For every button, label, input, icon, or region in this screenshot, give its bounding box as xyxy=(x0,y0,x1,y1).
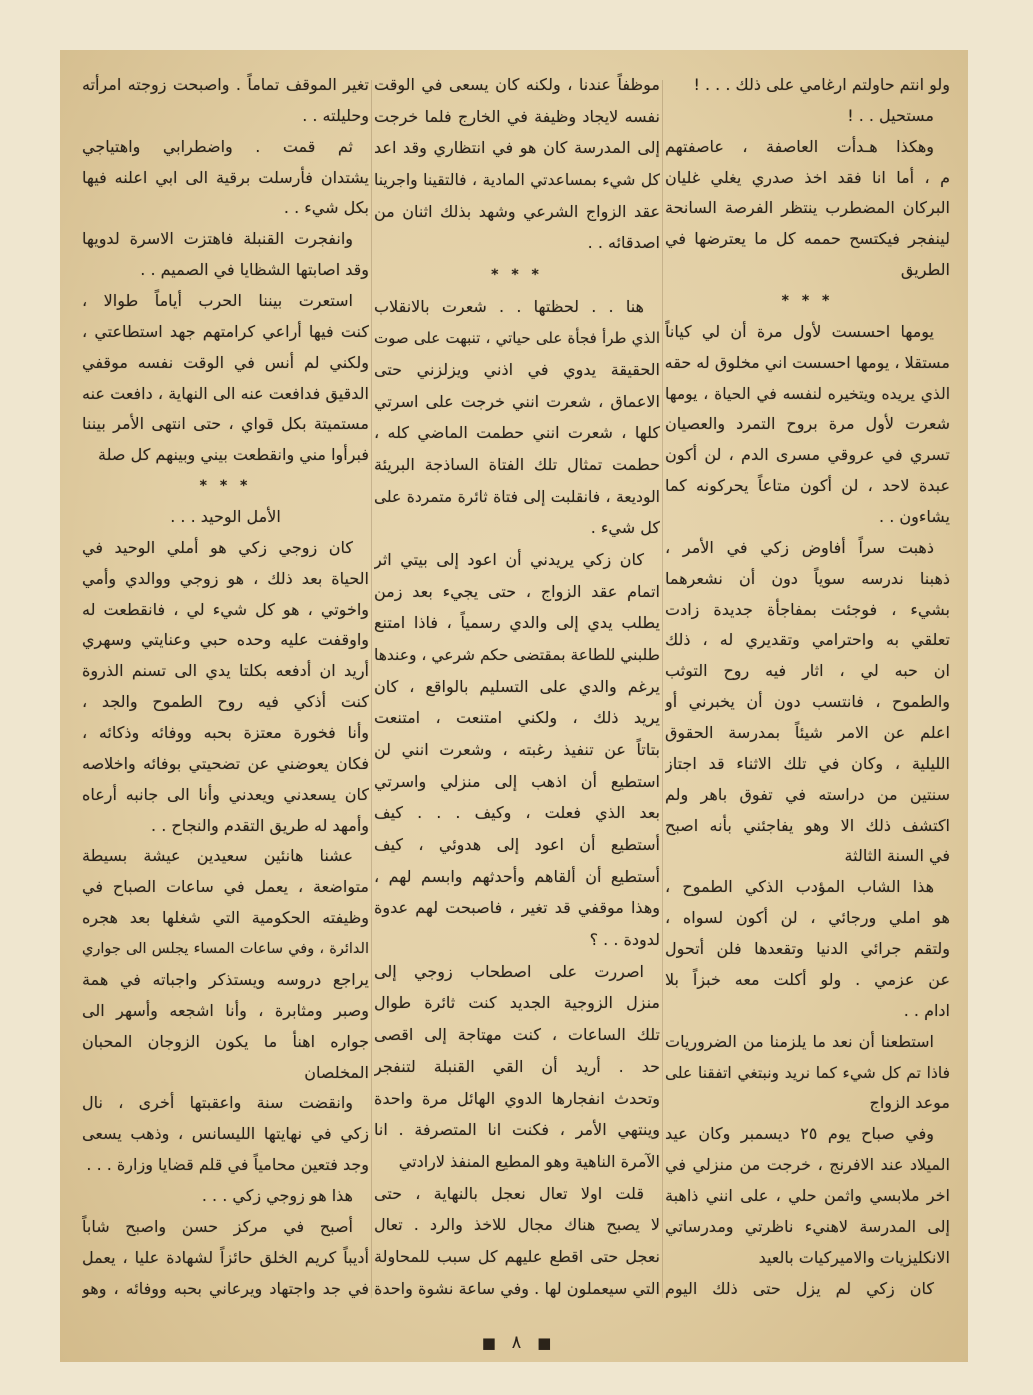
text-line: البركان المضطرب ينتظر الفرصة السانحة xyxy=(665,198,950,218)
text-line: هذا الشاب المؤدب الذكي الطموح ، xyxy=(665,877,934,897)
page-number xyxy=(0,1330,1033,1356)
text-line: سنتين من دراسته في تفوق باهر ولم xyxy=(665,784,950,804)
text-line: فاذا تم كل شيء كما نريد ونبتغي اتفقنا على xyxy=(665,1063,950,1082)
text-line: تسري في عروقي مسرى الدم ، لن أكون xyxy=(665,445,950,465)
text-line: فبرأوا مني وانقطعت بيني وبينهم كل صلة xyxy=(98,445,369,465)
section-separator: * * * xyxy=(781,293,834,310)
text-line: الاعماق ، شعرت انني خرجت على اسرتي xyxy=(374,391,660,411)
text-line: إلى المدرسة لاهنيء ناظرتي ومدرساتي xyxy=(665,1216,950,1236)
text-line: يراجع دروسه ويستذكر واجباته في همة xyxy=(82,969,369,989)
text-line: زكي في نهايتها الليسانس ، وذهب يسعى xyxy=(82,1124,369,1144)
text-line: هذا هو زوجي زكي . . . xyxy=(201,1185,353,1205)
text-line: ادام . . xyxy=(903,1000,950,1020)
text-line: الدائرة ، وفي ساعات المساء يجلس الى جواري xyxy=(82,941,369,958)
text-line: حد . أريد أن القي القنبلة لتنفجر xyxy=(374,1056,660,1076)
text-line: اتمام عقد الزواج ، حتى يجيء بعد زمن xyxy=(374,581,660,601)
text-line: وجد فتعين محامياً في قلم قضايا وزارة . . . xyxy=(86,1155,369,1175)
text-line: الآمرة الناهية وهو المطيع المنفذ لارادتي xyxy=(398,1151,660,1171)
text-line: جواره اهنأ ما يكون الزوجان المحبان xyxy=(82,1031,369,1051)
text-line: اصدقائه . . xyxy=(587,233,660,253)
text-line: كل شيء . xyxy=(590,518,660,538)
text-line: عشنا هانئين سعيدين عيشة بسيطة xyxy=(82,846,353,866)
section-separator: * * * xyxy=(199,478,252,495)
text-line: اكتشف ذلك الا وهو يفاجئني بأنه اصبح xyxy=(665,815,950,835)
text-line: في السنة الثالثة xyxy=(844,846,950,866)
text-line: تلك الساعات ، كنت مهتاجة إلى اقصى xyxy=(374,1025,660,1045)
page-marker: ■ xyxy=(537,1334,552,1352)
text-line: عن عزمي . ولو أكلت معه خبزاً بلا xyxy=(665,969,950,989)
text-line: اخر ملابسي واثمن حلي ، على انني ذاهبة xyxy=(665,1185,950,1205)
text-line: مستميتة بكل قواي ، حتى انتهى الأمر بيننا xyxy=(82,414,369,434)
text-line: الوديعة ، فانقلبت إلى فتاة ثائرة متمردة على xyxy=(374,487,660,506)
text-line: شعرت لأول مرة بروح التمرد والعصيان xyxy=(665,414,950,434)
text-line: لدودة . . ؟ xyxy=(589,930,660,950)
text-line: كان زكي يريدني أن اعود إلى بيتي اثر xyxy=(374,550,644,570)
text-line: تغير الموقف تماماً . واصبحت زوجته امرأته xyxy=(82,75,369,94)
text-line: بكل شيء . . xyxy=(283,198,369,218)
text-line: اعلم عن الامر شيئاً بمدرسة الحقوق xyxy=(665,723,950,743)
page-marker: ■ xyxy=(481,1334,496,1352)
text-line: ثم قمت . واضطرابي واهتياجي xyxy=(82,136,353,156)
text-line: وتحدث انفجارها الدوي الهائل مرة واحدة xyxy=(374,1088,660,1108)
text-line: اصررت على اصطحاب زوجي إلى xyxy=(374,961,644,981)
text-line: والطموح ، فانتسب دون أن يخبرني أو xyxy=(665,692,950,712)
text-line: إلى المدرسة كان هو في انتظاري وقد اعد xyxy=(374,138,660,158)
text-line: ان حبه لي ، اثار فيه روح التوثب xyxy=(665,661,950,681)
text-line: وانفجرت القنبلة فاهتزت الاسرة لدويها xyxy=(82,229,353,249)
text-line: الحقيقة يدوي في اذني ويزلزني حتى xyxy=(374,360,660,380)
text-line: الليلية ، وكان في تلك الاثناء قد اجتاز xyxy=(665,753,950,773)
text-line: بتاتاً عن تنفيذ رغبته ، وشعرت انني لن xyxy=(374,740,660,760)
text-line: نعجل حتى اقطع عليهم كل سبب للمحاولة xyxy=(374,1246,660,1266)
text-line: استطيع أن اذهب إلى منزلي واسرتي xyxy=(374,771,660,791)
text-line: عقد الزواج الشرعي وشهد بذلك اثنان من xyxy=(374,201,660,221)
text-line: وهذا موقفي قد تغير ، فاصبحت لهم عدوة xyxy=(374,898,660,918)
text-line: وصبر ومثابرة ، وأنا اشجعه وأسهر الى xyxy=(82,1000,369,1020)
text-line: استعرت بيننا الحرب أياماً طوالا ، xyxy=(82,291,353,311)
text-line: لينفجر فيكتسح حممه كل ما يعترضها في xyxy=(665,229,950,249)
text-line: الحياة بعد ذلك ، هو زوجي ووالدي وأمي xyxy=(82,568,369,588)
text-line: هنا . . لحظتها . . شعرت بالانقلاب xyxy=(374,296,644,316)
text-line: حطمت تمثال تلك الفتاة الساذجة البريئة xyxy=(374,455,660,475)
text-line: ذهبنا ندرسه سوياً دون أن نشعرهما xyxy=(665,568,950,588)
text-line: طلبني للطاعة بمقتضى حكم شرعي ، وعندها xyxy=(374,646,660,665)
text-line: يشاءون . . xyxy=(879,507,950,527)
text-line: الذي طرأ فجأة على حياتي ، تنبهت على صوت xyxy=(374,329,660,348)
text-line: هو املي ورجائي ، لن أكون لسواه ، xyxy=(665,908,950,928)
text-line: فكان يعوضني عن تضحيتي بوفائه واخلاصه xyxy=(82,753,369,773)
text-line: كان زوجي زكي هو أملي الوحيد في xyxy=(82,537,353,557)
text-line: الذي يريده ويتخيره لنفسه في الحياة ، يومها xyxy=(665,384,950,403)
text-line: موعد الزواج xyxy=(869,1093,950,1113)
text-line: الدقيق فدافعت عنه الى النهاية ، دافعت عنه xyxy=(82,383,369,403)
text-line: بشيء ، فوجئت بمفاجأة جديدة زادت xyxy=(665,599,950,619)
text-line: كنت أذكي فيه روح الطموح والجد ، xyxy=(82,692,369,712)
text-line: وحليلته . . xyxy=(302,105,369,125)
text-line: كلها ، شعرت انني حطمت الماضي كله ، xyxy=(374,423,660,443)
text-line: كان يسعدني ويعدني وأنا الى جانبه أرعاه xyxy=(82,784,369,804)
text-line: يشتدان فأرسلت برقية الى ابي اعلنه فيها xyxy=(82,167,369,187)
text-line: استطعنا أن نعد ما يلزمنا من الضروريات xyxy=(665,1031,934,1051)
text-column-middle xyxy=(374,72,660,1302)
text-line: لا يصبح هناك مجال للاخذ والرد . تعال xyxy=(374,1215,660,1235)
text-line: عبدة لاحد ، لن أكون متاعاً يحركونه كما xyxy=(665,476,950,496)
text-line: نفسه لايجاد وظيفة في الخارج فلما خرجت xyxy=(374,106,660,126)
text-line: تعلقي به واحترامي وتقديري له ، ذلك xyxy=(665,630,950,650)
text-line: قلت اولا تعال نعجل بالنهاية ، حتى xyxy=(374,1183,644,1203)
text-line: كنت فيها أراعي كرامتهم جهد استطاعتي ، xyxy=(82,321,369,341)
section-separator: * * * xyxy=(491,267,543,284)
text-line: بعد الذي فعلت ، وكيف . . . كيف xyxy=(374,803,660,823)
text-line: مستقلا ، يومها احسست اني مخلوق له حقه xyxy=(665,352,950,372)
text-line: ولكني لم أنس في الوقت نفسه موقفي xyxy=(82,352,369,372)
text-line: موظفاً عندنا ، ولكنه كان يسعى في الوقت xyxy=(374,75,660,94)
text-line: أديباً كريم الخلق حائزاً لشهادة عليا ، يعمل xyxy=(82,1247,369,1267)
text-line: واوقفت عليه وحده حبي وعنايتي وسهري xyxy=(82,630,369,650)
text-line: وفي صباح يوم ٢٥ ديسمبر وكان عيد xyxy=(665,1124,934,1144)
text-line: أستطيع أن ألقاهم وأحدثهم وابسم لهم ، xyxy=(374,866,660,886)
text-line: منزل الزوجية الجديد كنت ثائرة طوال xyxy=(374,993,660,1013)
text-line: وانقضت سنة واعقبتها أخرى ، نال xyxy=(82,1093,353,1113)
text-line: أصبح في مركز حسن واصبح شاباً xyxy=(82,1216,353,1236)
text-line: ولو انتم حاولتم ارغامي على ذلك . . . ! xyxy=(693,75,950,94)
text-line: م ، أما انا فقد اخذ صدري يغلي غليان xyxy=(665,167,950,187)
text-line: المخلصان xyxy=(304,1062,369,1082)
text-line: ولتقم جرائي الدنيا وتقعدها فلن أتحول xyxy=(665,939,950,959)
text-line: واخوتي ، هو كل شيء لي ، فانقطعت له xyxy=(82,599,369,619)
text-column-right xyxy=(665,72,950,1302)
text-line: متواضعة ، يعمل في ساعات الصباح في xyxy=(82,877,369,897)
text-line: أريد ان أدفعه بكلتا يدي الى تسنم الذروة xyxy=(82,661,369,681)
text-line: وينتهي الأمر ، فكنت انا المتصرفة . انا xyxy=(374,1120,660,1140)
text-line: كل شيء بمساعدتي المادية ، فالتقينا واجرينا xyxy=(374,171,660,190)
text-line: وأمهد له طريق التقدم والنجاح . . xyxy=(151,815,369,835)
text-line: أستطيع أن اعود إلى هدوئي ، كيف xyxy=(374,835,660,855)
text-line: الطريق xyxy=(900,260,950,280)
text-column-left xyxy=(82,72,369,1302)
text-line: في جد واجتهاد ويرعاني بحبه ووفائه ، وهو xyxy=(82,1278,369,1298)
text-line: يرغم والدي على التسليم بالواقع ، كان xyxy=(374,676,660,696)
text-line: يومها احسست لأول مرة أن لي كياناً xyxy=(665,321,934,341)
text-line: مستحيل . . ! xyxy=(847,105,934,125)
section-heading: الأمل الوحيد . . . xyxy=(170,507,281,527)
text-line: وظيفته الحكومية التي شغلها بعد هجره xyxy=(82,908,369,928)
text-line: يريد ذلك ، ولكني امتنعت ، امتنعت xyxy=(374,708,660,728)
text-line: وقد اصابتها الشظايا في الصميم . . xyxy=(140,260,369,280)
text-line: وهكذا هـدأت العاصفة ، عاصفتهم xyxy=(665,136,934,156)
column-rule xyxy=(371,80,372,1298)
page-number-value: ٨ xyxy=(511,1332,522,1353)
column-rule xyxy=(662,80,663,1298)
text-line: الميلاد عند الافرنج ، خرجت من منزلي في xyxy=(665,1155,950,1175)
text-line: التي سيعملون لها . وفي ساعة نشوة واحدة xyxy=(374,1278,660,1298)
text-line: الانكليزيات والاميركيات بالعيد xyxy=(758,1247,950,1267)
text-line: وأنا فخورة معتزة بحبه ووفائه وذكائه ، xyxy=(82,723,369,743)
text-line: كان زكي لم يزل حتى ذلك اليوم xyxy=(665,1278,934,1298)
text-line: يطلب يدي إلى والدي رسمياً ، فاذا امتنع xyxy=(374,613,660,633)
text-line: ذهبت سراً أفاوض زكي في الأمر ، xyxy=(665,537,934,557)
